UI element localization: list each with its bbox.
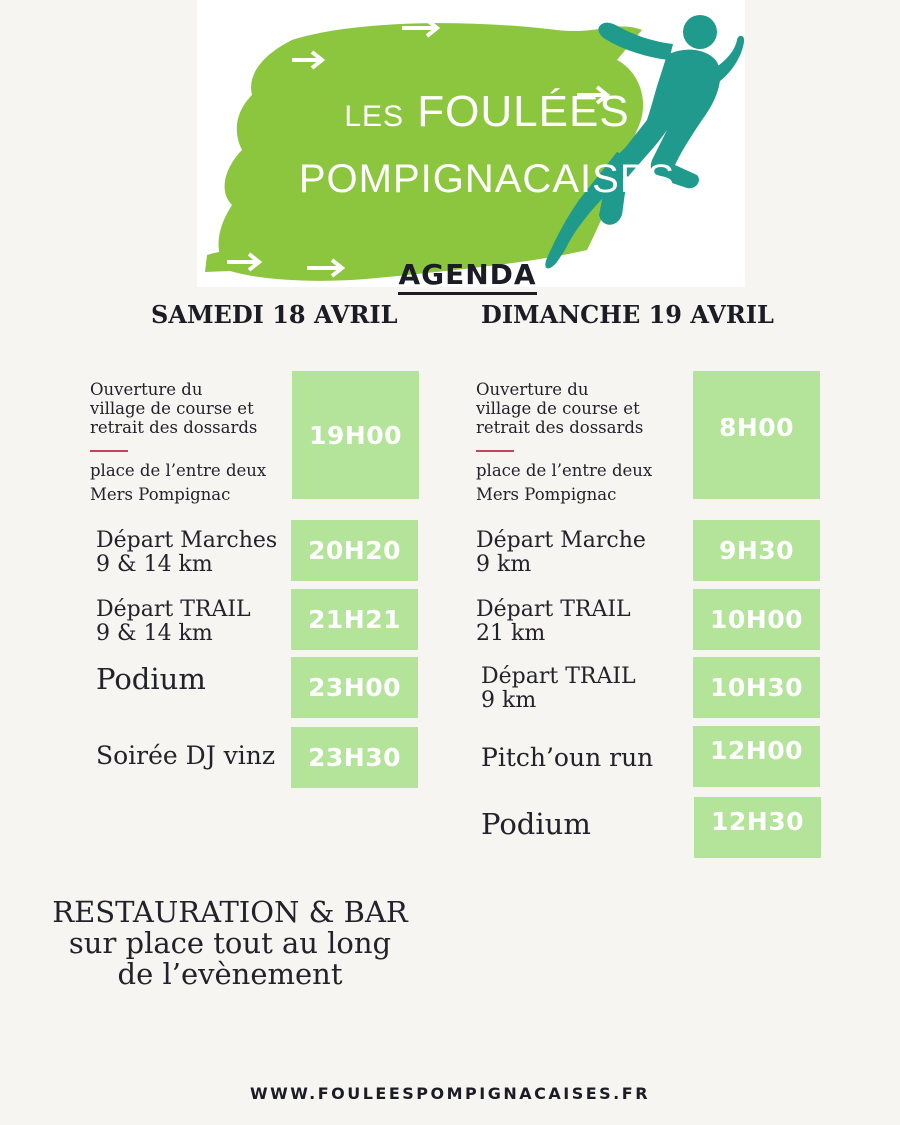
saturday-event-time: 21H21 [291, 589, 418, 650]
logo-les-text: LES [344, 100, 405, 133]
event-line: Départ TRAIL [96, 597, 251, 622]
saturday-opening-time: 19H00 [292, 371, 419, 499]
event-line: Départ TRAIL [481, 664, 636, 689]
event-line: Départ TRAIL [476, 597, 631, 622]
saturday-event-label [96, 598, 251, 646]
opening-line: retrait des dossards [476, 418, 644, 437]
sunday-opening-label [476, 380, 652, 507]
accent-divider [90, 450, 128, 452]
event-line: 9 & 14 km [96, 552, 213, 577]
event-logo [197, 0, 745, 287]
opening-line: Ouverture du [476, 380, 589, 399]
event-line: 9 km [476, 552, 532, 577]
saturday-event-label: Podium [96, 662, 206, 696]
saturday-title: SAMEDI 18 AVRIL [151, 300, 398, 329]
saturday-event-label [96, 529, 277, 577]
event-line: Départ Marches [96, 528, 278, 553]
saturday-event-label: Soirée DJ vinz [96, 741, 276, 770]
sunday-event-time: 12H30 [694, 797, 821, 858]
sunday-event-time: 10H30 [693, 657, 820, 718]
opening-line: village de course et [90, 399, 254, 418]
restauration-notice [40, 897, 420, 990]
sunday-event-label: Pitch’oun run [481, 743, 654, 772]
sunday-opening-time: 8H00 [693, 371, 820, 499]
saturday-event-time: 23H00 [291, 657, 418, 718]
opening-line: retrait des dossards [90, 418, 258, 437]
saturday-event-time: 23H30 [291, 727, 418, 788]
saturday-event-time: 20H20 [291, 520, 418, 581]
opening-place-line: Mers Pompignac [90, 485, 231, 504]
opening-line: village de course et [476, 399, 640, 418]
saturday-opening-label [90, 380, 266, 507]
opening-place-line: place de l’entre deux [90, 461, 267, 480]
accent-divider [476, 450, 514, 452]
logo-title-line2: POMPIGNACAISES [298, 157, 676, 201]
event-line: 9 km [481, 688, 537, 713]
restauration-line: de l’evènement [117, 957, 343, 991]
sunday-event-label: Podium [481, 807, 591, 841]
opening-place-line: Mers Pompignac [476, 485, 617, 504]
sunday-event-time: 12H00 [693, 726, 820, 787]
logo-title-line1 [297, 86, 677, 143]
restauration-line: RESTAURATION & BAR [52, 895, 408, 929]
sunday-event-time: 9H30 [693, 520, 820, 581]
sunday-event-label [476, 529, 646, 577]
event-line: 21 km [476, 621, 546, 646]
event-line: 9 & 14 km [96, 621, 213, 646]
agenda-title [360, 258, 575, 291]
sunday-event-label [481, 665, 636, 713]
opening-line: Ouverture du [90, 380, 203, 399]
restauration-line: sur place tout au long [68, 926, 392, 960]
sunday-event-label [476, 598, 631, 646]
sunday-title: DIMANCHE 19 AVRIL [481, 300, 774, 329]
logo-foulees-text: FOULÉES [417, 87, 630, 136]
event-line: Départ Marche [476, 528, 646, 553]
opening-place-line: place de l’entre deux [476, 461, 653, 480]
sunday-event-time: 10H00 [693, 589, 820, 650]
agenda-title-text: AGENDA [398, 258, 536, 295]
website-url: WWW.FOULEESPOMPIGNACAISES.FR [249, 1084, 651, 1103]
logo-graphic [197, 0, 745, 287]
